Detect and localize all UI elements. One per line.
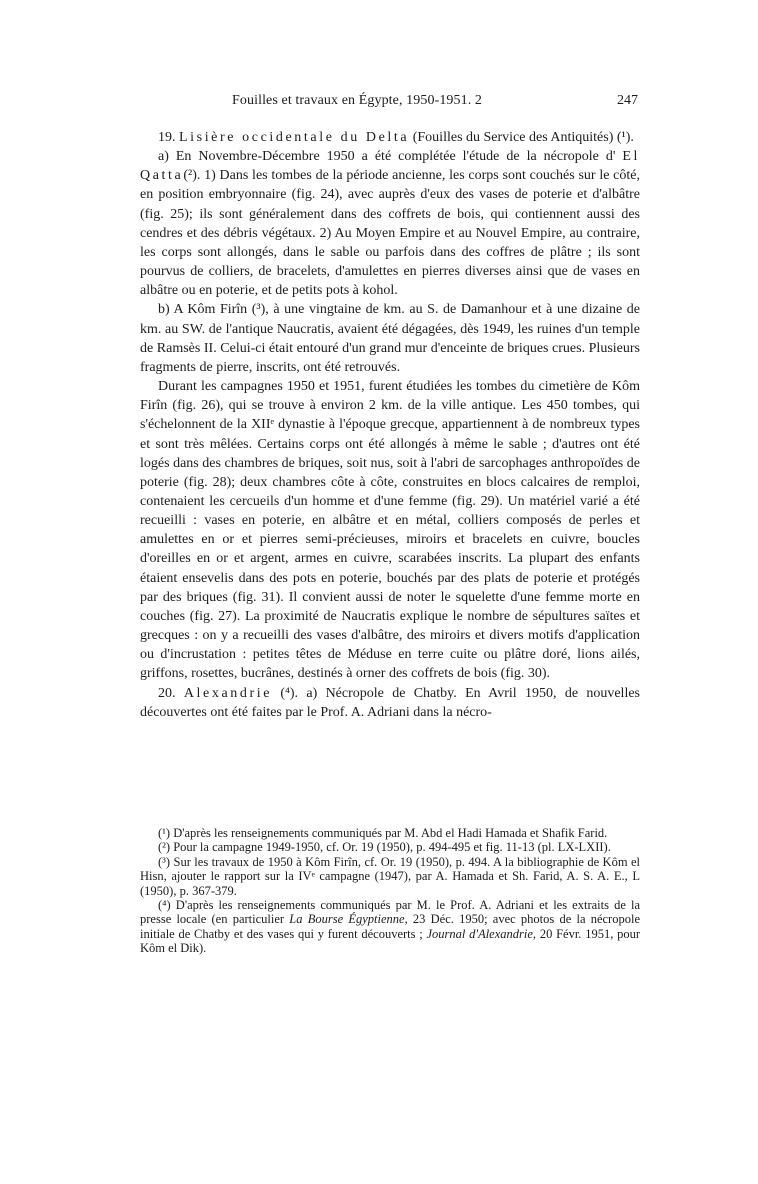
paragraph-19c: Durant les campagnes 1950 et 1951, furent étudiées les tombes du cimetière de Kôm Firîn (fig. 26), qui se trouve à environ 2 km. de la ville antique. Les 450 tombes, qui s'échelonnent de la XIIᵉ dynastie à l'époque grecque, appartiennent à de nombreux types et sont très mêlées. Certains corps ont été allongés à même le sable ; d'autres ont été logés dans des chambres de briques, soit nus, soit à l'abri de sarcophages anthropoïdes de poterie (fig. 28); deux chambres côte à côte, construites en blocs calcaires de remploi, contenaient les cercueils d'un homme et d'une femme (fig. 29). Un matériel varié a été recueilli : vases en poterie, en albâtre et en métal, colliers composés de perles et amulettes en or et pierres semi-précieuses, miroirs et bracelets en cuivre, boucles d'oreilles en or et argent, armes en cuivre, scarabées inscrits. La plupart des enfants étaient ensevelis dans des pots en poterie, bouchés par des plats de poterie et protégés par des briques (fig. 31). Il convient aussi de noter le squelette d'une femme morte en couches (fig. 27). La proximité de Naucratis explique le nombre de sépultures saïtes et grecques : on y a recueilli des vases d'albâtre, des miroirs et divers motifs d'application ou d'incrustation : petites têtes de Méduse en terre cuite ou plâtre doré, lions ailés, griffons, rosettes, bucrânes, destinés à orner des coffrets de bois (fig. 30).: [140, 379, 640, 682]
journal-title: La Bourse Égyptienne: [289, 912, 405, 927]
paragraph-19a: [140, 147, 640, 300]
section-subheading: (Fouilles du Service des Antiquités): [409, 130, 617, 145]
footnote-3: (³) Sur les travaux de 1950 à Kôm Firîn, cf. Or. 19 (1950), p. 494. A la bibliographie de Kôm el Hisn, ajouter le rapport sur la IVᵉ campagne (1947), par A. Hamada et Sh. Farid, A. S. A. E., L (1950), p. 367-379.: [140, 854, 640, 898]
paragraph-text: 1) Dans les tombes de la période ancienne, les corps sont couchés sur le côté, en position embryonnaire (fig. 24), avec auprès d'eux des vases de poterie et d'albâtre (fig. 25); ils sont généralement dans des coffrets de bois, qui contiennent aussi des cendres et des débris végétaux. 2) Au Moyen Empire et au Nouvel Empire, au contraire, les corps sont allongés, dans le sable ou parfois dans des coffres de plâtre ; ils sont pourvus de colliers, de bracelets, d'amulettes en pierres diverses ainsi que de vases en albâtre ou en poterie, et de petits pots à kohol.: [140, 168, 640, 299]
footnote-ref: (⁴).: [272, 685, 299, 701]
section-number: 19.: [158, 130, 179, 145]
footnote-text: , 23 Déc. 1950; avec photos de la nécropole initiale de Chatby et des vases qui y furent découverts ;: [140, 912, 640, 941]
paragraph-text: b) A Kôm Firîn: [158, 302, 252, 318]
footnote-ref: (²).: [183, 168, 201, 184]
place-name: El Qatta: [140, 149, 640, 184]
footnote-4: [140, 898, 640, 956]
journal-title: Journal d'Alexandrie: [426, 926, 533, 941]
running-title: Fouilles et travaux en Égypte, 1950-1951. 2: [232, 93, 483, 108]
footnote-2: (²) Pour la campagne 1949-1950, cf. Or. 19 (1950), p. 494-495 et fig. 11-13 (pl. LX-LXII).: [158, 840, 611, 855]
footnote-ref: (¹).: [616, 130, 634, 145]
paragraph-text: a) Nécropole de Chatby. En Avril 1950, de nouvelles découvertes ont été faites par le Prof. A. Adriani dans la nécro-: [140, 685, 641, 720]
paragraph-text: à une vingtaine de km. au S. de Damanhour et à une dizaine de km. au SW. de l'antique Naucratis, avaient été dégagées, dès 1949, les ruines d'un temple de Ramsès II. Celui-ci était entouré d'un grand mur d'enceinte de briques crues. Plusieurs fragments de pierre, inscrits, ont été retrouvés.: [140, 302, 640, 375]
paragraph-19-intro: [140, 128, 640, 147]
paragraph-text: a) En Novembre-Décembre 1950 a été complétée l'étude de la nécropole d': [158, 149, 623, 165]
paragraph-20: [140, 684, 640, 722]
footnotes: [140, 826, 640, 956]
page-header: [140, 93, 638, 113]
footnote-1: (¹) D'après les renseignements communiqués par M. Abd el Hadi Hamada et Shafik Farid.: [158, 826, 608, 840]
page-number: 247: [617, 93, 638, 108]
footnote-text: (⁴) D'après les renseignements communiqués par M. le Prof. A. Adriani et les extraits de la presse locale (en particulier: [140, 898, 640, 927]
section-number: 20.: [158, 685, 184, 701]
body-text: [140, 128, 640, 722]
paragraph-19b: [140, 300, 640, 377]
footnote-text: , 20 Févr. 1951, pour Kôm el Dik).: [140, 926, 640, 956]
section-heading: Alexandrie: [183, 685, 273, 701]
section-heading: Lisière occidentale du Delta: [179, 130, 410, 145]
footnote-ref: (³),: [251, 302, 269, 318]
